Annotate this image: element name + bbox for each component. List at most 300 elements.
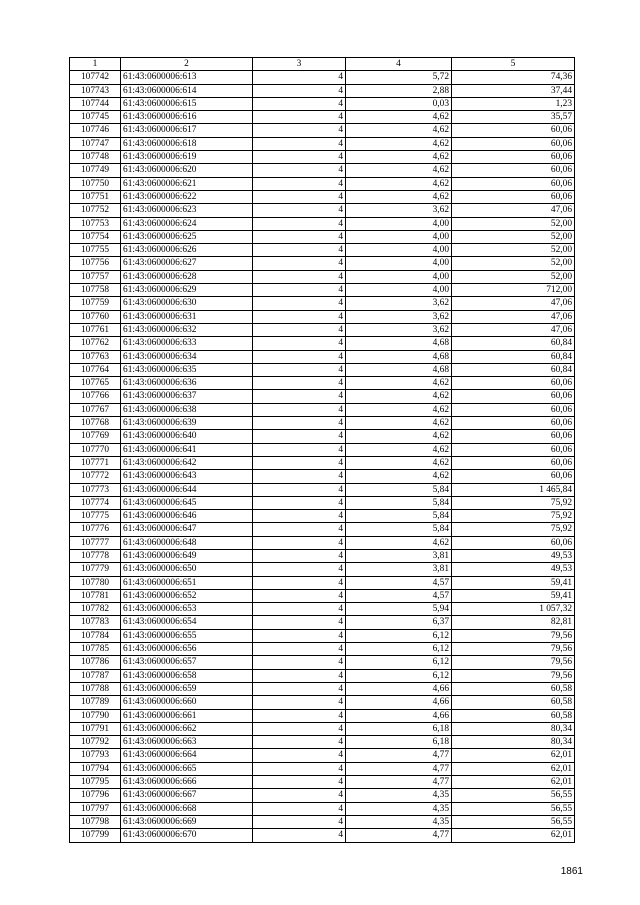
column-4-cell: 4,62 [346, 390, 452, 403]
cadastral-number-cell: 61:43:0600006:643 [121, 470, 253, 483]
column-5-cell: 60,58 [452, 682, 575, 695]
column-4-cell: 4,66 [346, 682, 452, 695]
row-number-cell: 107796 [70, 789, 121, 802]
cadastral-number-cell: 61:43:0600006:652 [121, 589, 253, 602]
table-row [70, 762, 575, 775]
column-4-cell: 4,62 [346, 443, 452, 456]
cadastral-number-cell: 61:43:0600006:661 [121, 709, 253, 722]
row-number-cell: 107747 [70, 137, 121, 150]
column-4-cell: 4,68 [346, 337, 452, 350]
cadastral-number-cell: 61:43:0600006:630 [121, 297, 253, 310]
row-number-cell: 107755 [70, 244, 121, 257]
column-4-cell: 4,62 [346, 137, 452, 150]
row-number-cell: 107746 [70, 124, 121, 137]
column-5-cell: 60,06 [452, 390, 575, 403]
row-number-cell: 107745 [70, 111, 121, 124]
column-5-cell: 56,55 [452, 789, 575, 802]
cadastral-number-cell: 61:43:0600006:613 [121, 71, 253, 84]
column-4-cell: 4,62 [346, 417, 452, 430]
column-3-cell: 4 [253, 377, 346, 390]
column-3-cell: 4 [253, 244, 346, 257]
row-number-cell: 107760 [70, 310, 121, 323]
column-3-cell: 4 [253, 696, 346, 709]
cadastral-number-cell: 61:43:0600006:625 [121, 230, 253, 243]
cadastral-number-cell: 61:43:0600006:669 [121, 815, 253, 828]
row-number-cell: 107780 [70, 576, 121, 589]
column-4-cell: 3,81 [346, 563, 452, 576]
column-5-cell: 60,06 [452, 177, 575, 190]
cadastral-number-cell: 61:43:0600006:651 [121, 576, 253, 589]
column-4-cell: 2,88 [346, 84, 452, 97]
row-number-cell: 107768 [70, 417, 121, 430]
row-number-cell: 107749 [70, 164, 121, 177]
cadastral-number-cell: 61:43:0600006:621 [121, 177, 253, 190]
column-3-cell: 4 [253, 510, 346, 523]
column-4-cell: 6,37 [346, 616, 452, 629]
table-body [70, 71, 575, 842]
column-4-cell: 4,62 [346, 111, 452, 124]
table-row [70, 177, 575, 190]
row-number-cell: 107781 [70, 589, 121, 602]
column-3-cell: 4 [253, 523, 346, 536]
column-5-cell: 52,00 [452, 270, 575, 283]
column-3-cell: 4 [253, 629, 346, 642]
table-row [70, 829, 575, 842]
column-4-cell: 6,12 [346, 669, 452, 682]
cadastral-number-cell: 61:43:0600006:646 [121, 510, 253, 523]
column-3-cell: 4 [253, 151, 346, 164]
column-3-cell: 4 [253, 802, 346, 815]
table-row [70, 417, 575, 430]
row-number-cell: 107762 [70, 337, 121, 350]
table-row [70, 563, 575, 576]
table-row [70, 802, 575, 815]
column-4-cell: 4,77 [346, 749, 452, 762]
column-5-cell: 47,06 [452, 297, 575, 310]
row-number-cell: 107790 [70, 709, 121, 722]
cadastral-number-cell: 61:43:0600006:627 [121, 257, 253, 270]
column-4-cell: 4,77 [346, 762, 452, 775]
cadastral-number-cell: 61:43:0600006:639 [121, 417, 253, 430]
column-3-cell: 4 [253, 124, 346, 137]
cadastral-number-cell: 61:43:0600006:616 [121, 111, 253, 124]
column-4-cell: 4,00 [346, 284, 452, 297]
column-3-cell: 4 [253, 137, 346, 150]
column-4-cell: 5,94 [346, 603, 452, 616]
column-3-cell: 4 [253, 323, 346, 336]
column-3-cell: 4 [253, 230, 346, 243]
table-row [70, 682, 575, 695]
column-5-cell: 52,00 [452, 230, 575, 243]
table-row [70, 284, 575, 297]
column-4-cell: 4,62 [346, 177, 452, 190]
table-row [70, 124, 575, 137]
table-row [70, 470, 575, 483]
cadastral-number-cell: 61:43:0600006:623 [121, 204, 253, 217]
column-5-cell: 49,53 [452, 563, 575, 576]
column-5-cell: 712,00 [452, 284, 575, 297]
column-5-cell: 1,23 [452, 97, 575, 110]
column-4-cell: 4,00 [346, 217, 452, 230]
column-4-cell: 6,18 [346, 722, 452, 735]
column-4-cell: 4,00 [346, 257, 452, 270]
cadastral-number-cell: 61:43:0600006:638 [121, 403, 253, 416]
column-5-cell: 52,00 [452, 257, 575, 270]
table-row [70, 749, 575, 762]
cadastral-number-cell: 61:43:0600006:654 [121, 616, 253, 629]
cadastral-number-cell: 61:43:0600006:655 [121, 629, 253, 642]
row-number-cell: 107769 [70, 430, 121, 443]
cadastral-number-cell: 61:43:0600006:632 [121, 323, 253, 336]
column-4-cell: 4,62 [346, 536, 452, 549]
table-row [70, 589, 575, 602]
column-5-cell: 60,84 [452, 350, 575, 363]
table-row [70, 789, 575, 802]
table-row [70, 337, 575, 350]
column-3-cell: 4 [253, 776, 346, 789]
table-header-row [70, 58, 575, 71]
row-number-cell: 107757 [70, 270, 121, 283]
column-3-cell: 4 [253, 470, 346, 483]
column-4-cell: 4,62 [346, 430, 452, 443]
table-row [70, 669, 575, 682]
column-3-cell: 4 [253, 749, 346, 762]
column-5-cell: 82,81 [452, 616, 575, 629]
column-4-cell: 4,35 [346, 802, 452, 815]
column-3-cell: 4 [253, 496, 346, 509]
row-number-cell: 107797 [70, 802, 121, 815]
column-3-cell: 4 [253, 815, 346, 828]
column-5-cell: 60,06 [452, 417, 575, 430]
column-3-cell: 4 [253, 390, 346, 403]
column-4-cell: 6,12 [346, 656, 452, 669]
column-3-cell: 4 [253, 111, 346, 124]
column-3-cell: 4 [253, 443, 346, 456]
column-3-cell: 4 [253, 310, 346, 323]
column-5-cell: 56,55 [452, 802, 575, 815]
column-5-cell: 49,53 [452, 549, 575, 562]
row-number-cell: 107787 [70, 669, 121, 682]
column-4-cell: 4,62 [346, 124, 452, 137]
row-number-cell: 107742 [70, 71, 121, 84]
page-number: 1861 [560, 866, 583, 877]
row-number-cell: 107771 [70, 456, 121, 469]
row-number-cell: 107792 [70, 736, 121, 749]
column-4-cell: 4,00 [346, 244, 452, 257]
column-3-cell: 4 [253, 762, 346, 775]
cadastral-number-cell: 61:43:0600006:635 [121, 363, 253, 376]
column-4-cell: 4,66 [346, 696, 452, 709]
column-4-cell: 5,72 [346, 71, 452, 84]
row-number-cell: 107759 [70, 297, 121, 310]
column-3-cell: 4 [253, 589, 346, 602]
column-4-cell: 3,62 [346, 323, 452, 336]
cadastral-number-cell: 61:43:0600006:640 [121, 430, 253, 443]
column-5-cell: 62,01 [452, 776, 575, 789]
column-3-cell: 4 [253, 483, 346, 496]
cadastral-number-cell: 61:43:0600006:642 [121, 456, 253, 469]
row-number-cell: 107763 [70, 350, 121, 363]
row-number-cell: 107761 [70, 323, 121, 336]
table-row [70, 709, 575, 722]
column-3-cell: 4 [253, 736, 346, 749]
column-5-cell: 79,56 [452, 629, 575, 642]
table-row [70, 323, 575, 336]
cadastral-number-cell: 61:43:0600006:614 [121, 84, 253, 97]
column-3-cell: 4 [253, 603, 346, 616]
row-number-cell: 107754 [70, 230, 121, 243]
table-row [70, 616, 575, 629]
column-5-cell: 74,36 [452, 71, 575, 84]
column-5-cell: 60,06 [452, 456, 575, 469]
column-5-cell: 60,06 [452, 190, 575, 203]
column-3-cell: 4 [253, 164, 346, 177]
table-row [70, 523, 575, 536]
column-4-cell: 4,62 [346, 456, 452, 469]
cadastral-number-cell: 61:43:0600006:626 [121, 244, 253, 257]
table-row [70, 510, 575, 523]
row-number-cell: 107765 [70, 377, 121, 390]
column-4-cell: 4,62 [346, 190, 452, 203]
row-number-cell: 107779 [70, 563, 121, 576]
table-row [70, 483, 575, 496]
column-3-cell: 4 [253, 576, 346, 589]
column-4-cell: 0,03 [346, 97, 452, 110]
column-3-cell: 4 [253, 417, 346, 430]
table-row [70, 270, 575, 283]
column-5-cell: 62,01 [452, 749, 575, 762]
column-4-cell: 5,84 [346, 496, 452, 509]
row-number-cell: 107756 [70, 257, 121, 270]
row-number-cell: 107772 [70, 470, 121, 483]
row-number-cell: 107776 [70, 523, 121, 536]
column-header-3: 3 [253, 58, 346, 71]
column-4-cell: 6,12 [346, 629, 452, 642]
table-row [70, 190, 575, 203]
column-5-cell: 79,56 [452, 643, 575, 656]
row-number-cell: 107764 [70, 363, 121, 376]
table-row [70, 443, 575, 456]
table-row [70, 363, 575, 376]
column-3-cell: 4 [253, 270, 346, 283]
cadastral-number-cell: 61:43:0600006:670 [121, 829, 253, 842]
table-row [70, 244, 575, 257]
column-4-cell: 4,77 [346, 776, 452, 789]
cadastral-number-cell: 61:43:0600006:619 [121, 151, 253, 164]
row-number-cell: 107789 [70, 696, 121, 709]
table-row [70, 217, 575, 230]
cadastral-number-cell: 61:43:0600006:648 [121, 536, 253, 549]
column-4-cell: 4,62 [346, 164, 452, 177]
table-row [70, 736, 575, 749]
cadastral-number-cell: 61:43:0600006:631 [121, 310, 253, 323]
column-4-cell: 4,68 [346, 363, 452, 376]
column-5-cell: 60,84 [452, 337, 575, 350]
column-5-cell: 37,44 [452, 84, 575, 97]
row-number-cell: 107783 [70, 616, 121, 629]
column-5-cell: 60,06 [452, 470, 575, 483]
cadastral-number-cell: 61:43:0600006:628 [121, 270, 253, 283]
table-row [70, 815, 575, 828]
row-number-cell: 107758 [70, 284, 121, 297]
column-5-cell: 60,06 [452, 443, 575, 456]
column-3-cell: 4 [253, 643, 346, 656]
cadastral-number-cell: 61:43:0600006:667 [121, 789, 253, 802]
row-number-cell: 107782 [70, 603, 121, 616]
column-5-cell: 60,06 [452, 124, 575, 137]
column-5-cell: 60,06 [452, 536, 575, 549]
cadastral-number-cell: 61:43:0600006:620 [121, 164, 253, 177]
column-4-cell: 3,81 [346, 549, 452, 562]
column-5-cell: 35,57 [452, 111, 575, 124]
table-row [70, 377, 575, 390]
column-4-cell: 5,84 [346, 523, 452, 536]
table-row [70, 97, 575, 110]
cadastral-number-cell: 61:43:0600006:633 [121, 337, 253, 350]
table-row [70, 137, 575, 150]
table-row [70, 390, 575, 403]
cadastral-number-cell: 61:43:0600006:662 [121, 722, 253, 735]
row-number-cell: 107752 [70, 204, 121, 217]
column-4-cell: 4,62 [346, 470, 452, 483]
table-row [70, 310, 575, 323]
column-4-cell: 3,62 [346, 310, 452, 323]
column-3-cell: 4 [253, 682, 346, 695]
cadastral-number-cell: 61:43:0600006:663 [121, 736, 253, 749]
column-4-cell: 4,62 [346, 403, 452, 416]
column-4-cell: 3,62 [346, 297, 452, 310]
table-row [70, 722, 575, 735]
column-5-cell: 52,00 [452, 244, 575, 257]
row-number-cell: 107751 [70, 190, 121, 203]
column-4-cell: 4,68 [346, 350, 452, 363]
column-header-4: 4 [346, 58, 452, 71]
row-number-cell: 107766 [70, 390, 121, 403]
column-4-cell: 4,62 [346, 151, 452, 164]
column-5-cell: 62,01 [452, 829, 575, 842]
table-row [70, 696, 575, 709]
row-number-cell: 107775 [70, 510, 121, 523]
column-4-cell: 4,00 [346, 270, 452, 283]
column-3-cell: 4 [253, 709, 346, 722]
column-3-cell: 4 [253, 536, 346, 549]
table-row [70, 350, 575, 363]
column-5-cell: 62,01 [452, 762, 575, 775]
row-number-cell: 107799 [70, 829, 121, 842]
table-row [70, 257, 575, 270]
cadastral-number-cell: 61:43:0600006:653 [121, 603, 253, 616]
table-row [70, 297, 575, 310]
column-5-cell: 60,06 [452, 164, 575, 177]
column-4-cell: 6,18 [346, 736, 452, 749]
column-3-cell: 4 [253, 456, 346, 469]
row-number-cell: 107777 [70, 536, 121, 549]
table-row [70, 71, 575, 84]
column-4-cell: 6,12 [346, 643, 452, 656]
column-3-cell: 4 [253, 217, 346, 230]
column-4-cell: 4,62 [346, 377, 452, 390]
table-row [70, 111, 575, 124]
cadastral-number-cell: 61:43:0600006:656 [121, 643, 253, 656]
column-5-cell: 60,58 [452, 709, 575, 722]
row-number-cell: 107774 [70, 496, 121, 509]
table-row [70, 403, 575, 416]
row-number-cell: 107770 [70, 443, 121, 456]
row-number-cell: 107748 [70, 151, 121, 164]
column-3-cell: 4 [253, 363, 346, 376]
row-number-cell: 107784 [70, 629, 121, 642]
row-number-cell: 107793 [70, 749, 121, 762]
column-3-cell: 4 [253, 204, 346, 217]
cadastral-number-cell: 61:43:0600006:618 [121, 137, 253, 150]
table-row [70, 204, 575, 217]
row-number-cell: 107785 [70, 643, 121, 656]
cadastral-number-cell: 61:43:0600006:634 [121, 350, 253, 363]
cadastral-number-cell: 61:43:0600006:666 [121, 776, 253, 789]
column-3-cell: 4 [253, 284, 346, 297]
column-5-cell: 47,06 [452, 310, 575, 323]
column-5-cell: 1 465,84 [452, 483, 575, 496]
cadastral-number-cell: 61:43:0600006:622 [121, 190, 253, 203]
column-4-cell: 5,84 [346, 483, 452, 496]
table-row [70, 536, 575, 549]
table-row [70, 656, 575, 669]
column-5-cell: 80,34 [452, 722, 575, 735]
row-number-cell: 107794 [70, 762, 121, 775]
column-5-cell: 56,55 [452, 815, 575, 828]
cadastral-number-cell: 61:43:0600006:668 [121, 802, 253, 815]
column-header-5: 5 [452, 58, 575, 71]
cadastral-number-cell: 61:43:0600006:624 [121, 217, 253, 230]
column-5-cell: 60,06 [452, 137, 575, 150]
table-row [70, 164, 575, 177]
column-4-cell: 4,66 [346, 709, 452, 722]
column-header-1: 1 [70, 58, 121, 71]
column-5-cell: 59,41 [452, 576, 575, 589]
column-3-cell: 4 [253, 337, 346, 350]
cadastral-number-cell: 61:43:0600006:615 [121, 97, 253, 110]
column-3-cell: 4 [253, 297, 346, 310]
column-3-cell: 4 [253, 71, 346, 84]
table-row [70, 230, 575, 243]
column-5-cell: 47,06 [452, 204, 575, 217]
cadastral-number-cell: 61:43:0600006:650 [121, 563, 253, 576]
table-row [70, 456, 575, 469]
column-5-cell: 52,00 [452, 217, 575, 230]
cadastral-number-cell: 61:43:0600006:647 [121, 523, 253, 536]
table-row [70, 84, 575, 97]
column-4-cell: 5,84 [346, 510, 452, 523]
column-3-cell: 4 [253, 430, 346, 443]
cadastral-number-cell: 61:43:0600006:645 [121, 496, 253, 509]
table-row [70, 776, 575, 789]
row-number-cell: 107791 [70, 722, 121, 735]
column-4-cell: 4,57 [346, 576, 452, 589]
column-4-cell: 4,57 [346, 589, 452, 602]
column-5-cell: 59,41 [452, 589, 575, 602]
row-number-cell: 107753 [70, 217, 121, 230]
column-4-cell: 3,62 [346, 204, 452, 217]
cadastral-number-cell: 61:43:0600006:649 [121, 549, 253, 562]
row-number-cell: 107786 [70, 656, 121, 669]
cadastral-number-cell: 61:43:0600006:644 [121, 483, 253, 496]
column-5-cell: 79,56 [452, 669, 575, 682]
row-number-cell: 107778 [70, 549, 121, 562]
table-row [70, 576, 575, 589]
row-number-cell: 107750 [70, 177, 121, 190]
column-3-cell: 4 [253, 190, 346, 203]
column-5-cell: 79,56 [452, 656, 575, 669]
